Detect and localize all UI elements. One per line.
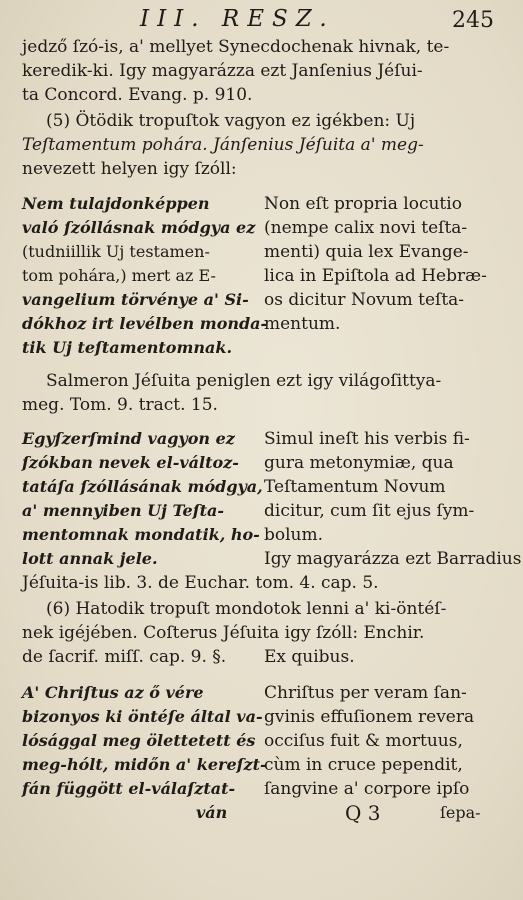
text-line: Salmeron Jéſuita peniglen ezt igy világoſittya- (46, 371, 442, 391)
latin-quote-line: Non eſt propria locutio (264, 194, 462, 214)
hungarian-quote-line: ſzókban nevek el-változ- (22, 453, 239, 472)
hungarian-quote-line: ván (196, 803, 228, 822)
text-line: keredik-ki. Igy magyarázza ezt Janſenius Jéſui- (22, 61, 423, 81)
text-line: de ſacrif. miſſ. cap. 9. §. (22, 647, 227, 667)
text-line: meg. Tom. 9. tract. 15. (22, 395, 218, 415)
latin-quote-line: Simul ineſt his verbis fi- (264, 429, 470, 449)
hungarian-quote-line: A' Chriſtus az ő vére (22, 683, 204, 702)
hungarian-quote-line: (tudniillik Uj testamen- (22, 242, 210, 261)
hungarian-quote-line: tatáſa ſzóllásának módgya, (22, 477, 263, 496)
latin-quote-line: Teſtamentum Novum (264, 477, 446, 497)
text-line: Jéſuita-is lib. 3. de Euchar. tom. 4. cap. 5. (22, 573, 379, 593)
hungarian-quote-line: dókhoz irt levélben monda- (22, 314, 268, 333)
hungarian-quote-line: lott annak jele. (22, 549, 158, 568)
text-line: Teſtamentum pohára. Jánſenius Jéſuita a' meg- (22, 135, 424, 155)
latin-quote-line: Chriſtus per veram ſan- (264, 683, 467, 703)
running-head: III. RESZ. (140, 6, 335, 32)
hungarian-quote-line: vangelium törvénye a' Si- (22, 290, 249, 309)
hungarian-quote-line: Egyſzerſmind vagyon ez (22, 429, 235, 448)
page-header (0, 6, 523, 36)
hungarian-quote-line: tom pohára,) mert az E- (22, 266, 216, 285)
latin-quote-line: lica in Epiſtola ad Hebræ- (264, 266, 487, 286)
latin-quote-line: menti) quia lex Evange- (264, 242, 469, 262)
latin-quote-line: gvinis effuſionem revera (264, 707, 475, 727)
latin-quote-line: dicitur, cum ſit ejus ſym- (264, 501, 475, 521)
latin-quote-line: os dicitur Novum teſta- (264, 290, 465, 310)
page-number: 245 (452, 8, 494, 33)
hungarian-quote-line: meg-hólt, midőn a' kereſzt- (22, 755, 267, 774)
text-line: nek igéjében. Coſterus Jéſuita igy ſzóll: Enchir. (22, 623, 425, 643)
latin-quote-line: cùm in cruce pependit, (264, 755, 463, 775)
text-line: (5) Ötödik tropuſtok vagyon ez igékben: Uj (46, 111, 416, 131)
hungarian-quote-line: való ſzóllásnak módgya ez (22, 218, 256, 237)
text-line: nevezett helyen igy ſzóll: (22, 159, 237, 179)
hungarian-quote-line: fán függött el-válaſztat- (22, 779, 236, 798)
hungarian-quote-line: tik Uj teſtamentomnak. (22, 338, 233, 357)
latin-quote-line: ſangvine a' corpore ipſo (264, 779, 470, 799)
signature-mark: Q 3 (345, 801, 381, 825)
hungarian-quote-line: mentomnak mondatik, ho- (22, 525, 260, 544)
text-line: Ex quibus. (264, 647, 355, 667)
hungarian-quote-line: a' mennyiben Uj Teſta- (22, 501, 224, 520)
latin-quote-line: gura metonymiæ, qua (264, 453, 454, 473)
latin-quote-line: (nempe calix novi teſta- (264, 218, 468, 238)
text-line: Igy magyarázza ezt Barradius (264, 549, 522, 569)
text-line: (6) Hatodik tropuſt mondotok lenni a' ki-öntéſ- (46, 599, 447, 619)
catchword: ſepa- (440, 803, 481, 822)
latin-quote-line: occiſus fuit & mortuus, (264, 731, 463, 751)
text-line: ta Concord. Evang. p. 910. (22, 85, 253, 105)
latin-quote-line: bolum. (264, 525, 324, 545)
text-line: jedző ſzó-is, a' mellyet Synecdochenak hivnak, te- (22, 37, 450, 57)
hungarian-quote-line: Nem tulajdonképpen (22, 194, 210, 213)
hungarian-quote-line: lósággal meg ölettetett és (22, 731, 256, 750)
latin-quote-line: mentum. (264, 314, 341, 334)
hungarian-quote-line: bizonyos ki öntéſe által va- (22, 707, 263, 726)
